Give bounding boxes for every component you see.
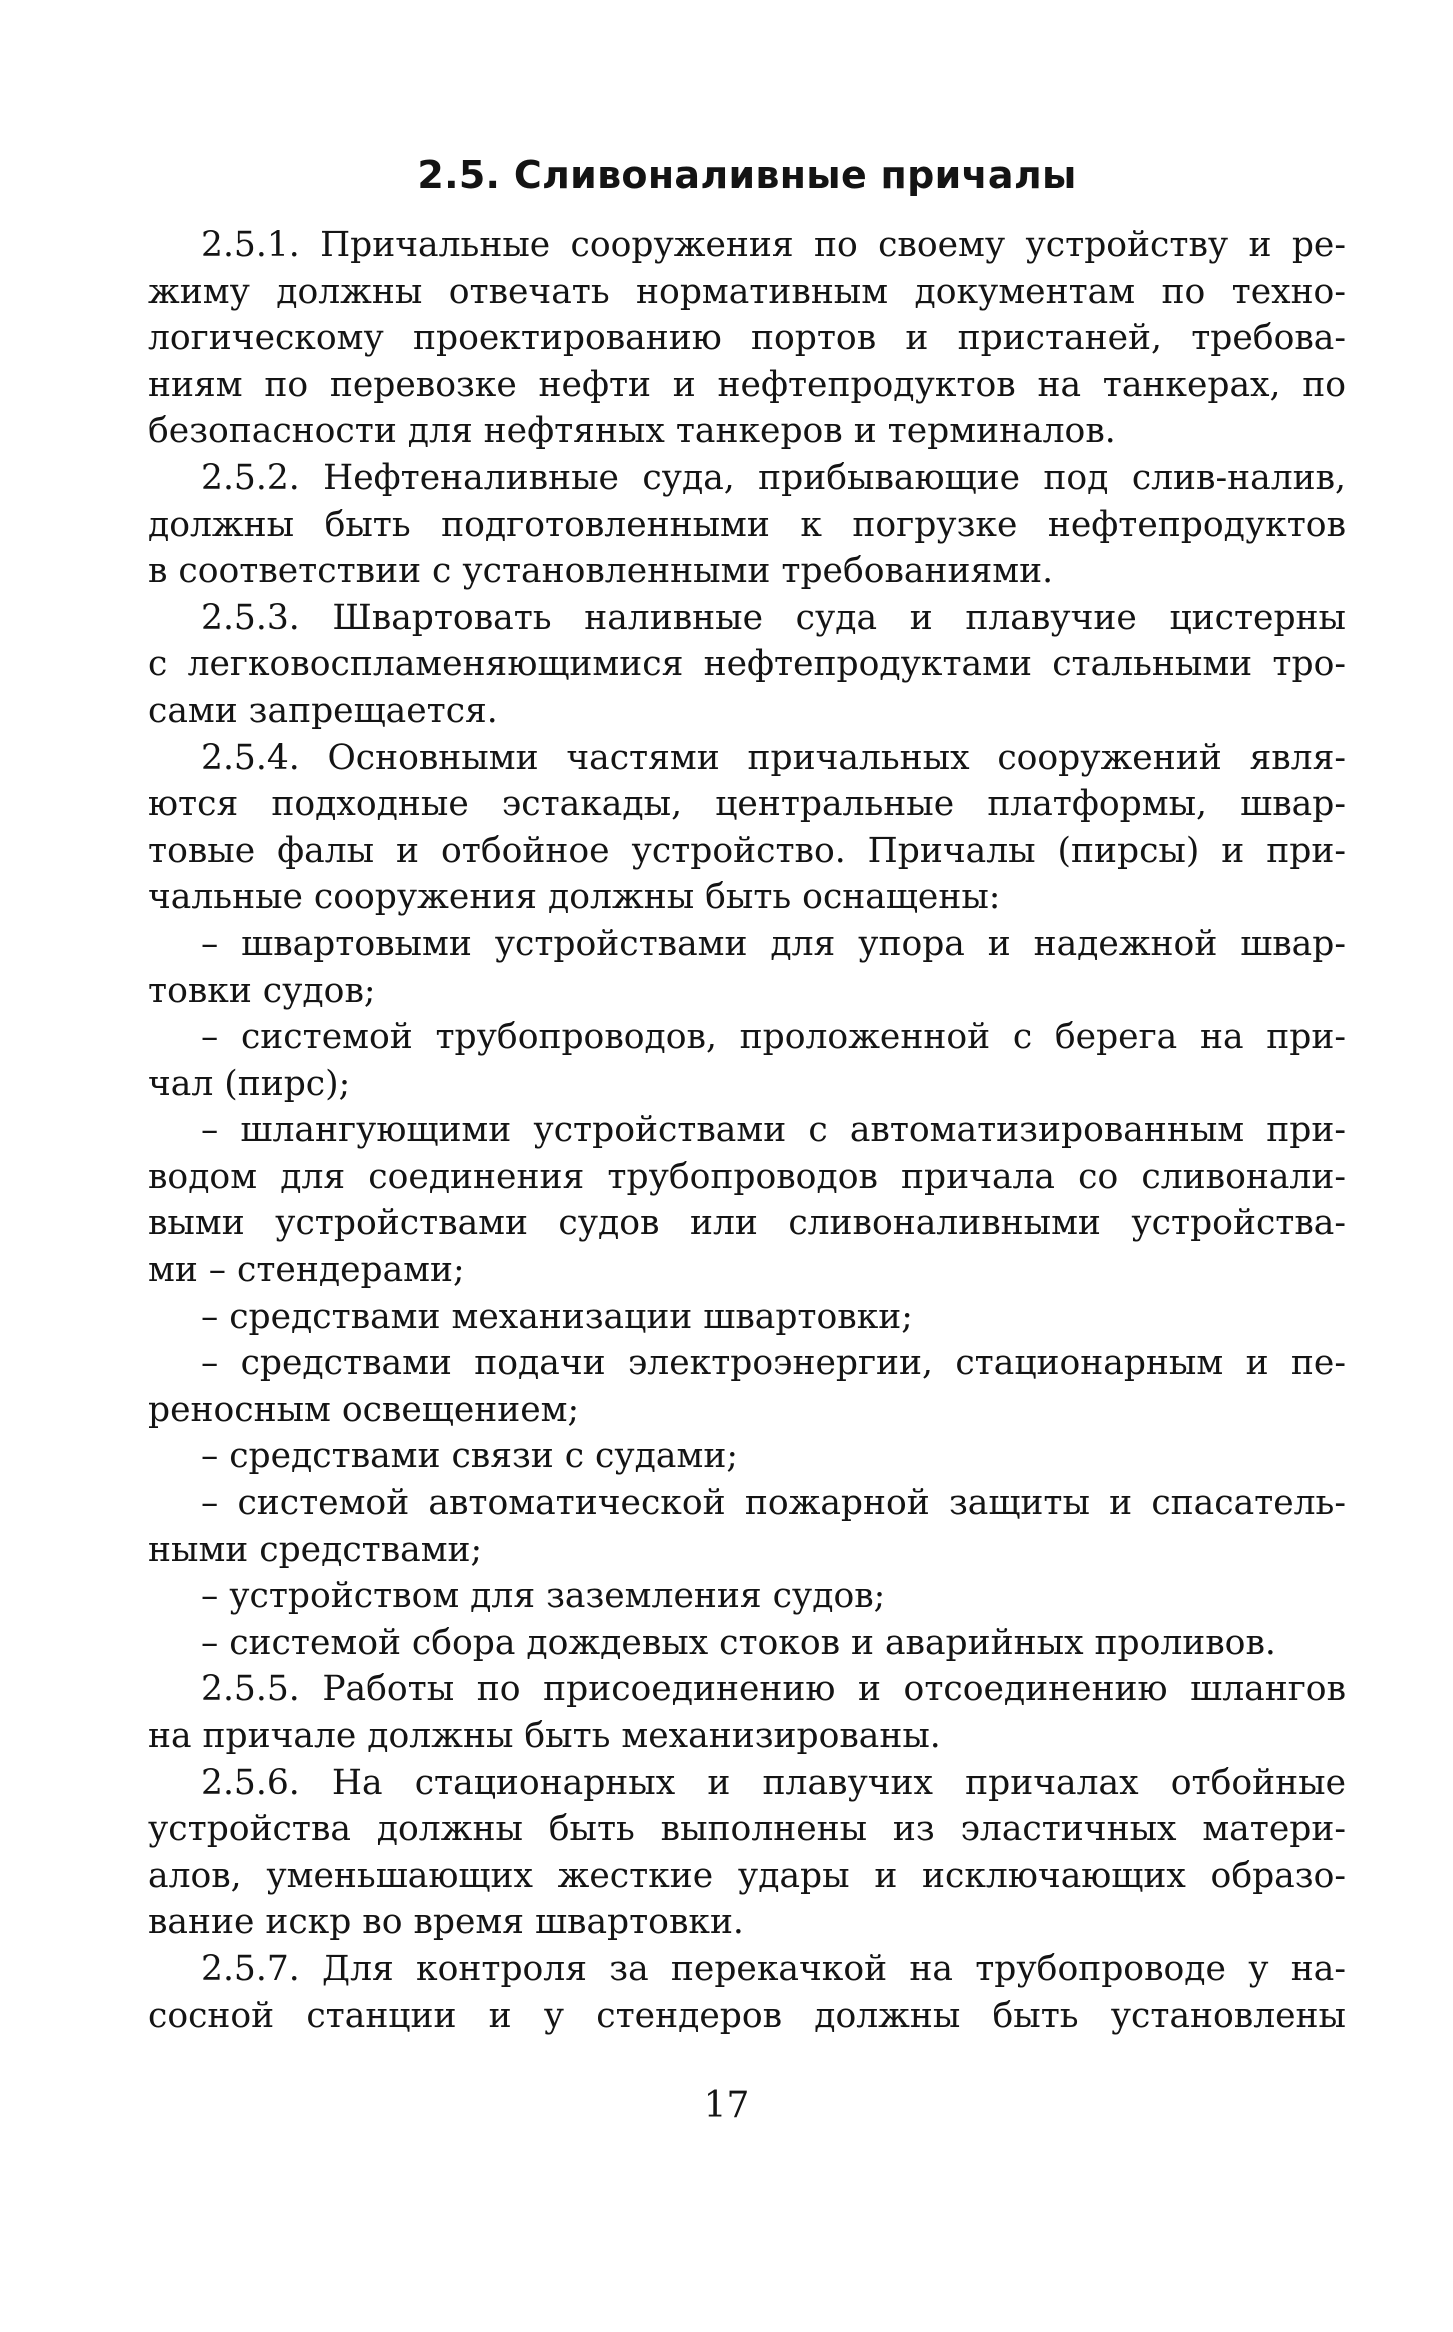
text-line: ются подходные эстакады, центральные платформы, швар- xyxy=(148,784,1346,825)
text-line: – системой сбора дождевых стоков и аварийных проливов. xyxy=(201,1622,1276,1663)
text-line: жиму должны отвечать нормативным документам по техно- xyxy=(148,271,1346,312)
text-line: логическому проектированию портов и пристаней, требова- xyxy=(148,318,1346,359)
text-line: чал (пирс); xyxy=(148,1063,351,1104)
text-line: – швартовыми устройствами для упора и надежной швар- xyxy=(201,923,1346,964)
text-line: 2.5.1. Причальные сооружения по своему устройству и ре- xyxy=(201,225,1346,265)
text-line: товки судов; xyxy=(148,970,376,1011)
text-line: товые фалы и отбойное устройство. Причалы (пирсы) и при- xyxy=(148,830,1346,871)
paragraph xyxy=(148,1666,1346,1759)
text-line: выми устройствами судов или сливоналивными устройства- xyxy=(148,1203,1346,1244)
paragraph xyxy=(148,1107,1346,1293)
paragraph xyxy=(148,455,1346,595)
text-line: 2.5.2. Нефтеналивные суда, прибывающие под слив-налив, xyxy=(201,457,1346,498)
text-line: – средствами связи с судами; xyxy=(201,1436,738,1477)
paragraph xyxy=(148,735,1346,921)
paragraph xyxy=(148,1340,1346,1433)
paragraph xyxy=(148,921,1346,1014)
paragraph xyxy=(148,1620,1346,1667)
paragraph xyxy=(148,1014,1346,1107)
text-line: безопасности для нефтяных танкеров и терминалов. xyxy=(148,411,1116,452)
text-line: должны быть подготовленными к погрузке нефтепродуктов xyxy=(148,504,1346,545)
text-line: – системой трубопроводов, проложенной с берега на при- xyxy=(201,1017,1346,1058)
paragraph xyxy=(148,1433,1346,1480)
text-line: на причале должны быть механизированы. xyxy=(148,1716,941,1756)
text-line: – системой автоматической пожарной защиты и спасатель- xyxy=(201,1483,1346,1524)
text-line: сами запрещается. xyxy=(148,690,498,731)
paragraph xyxy=(148,1946,1346,2039)
paragraph xyxy=(148,222,1346,455)
page-content xyxy=(148,150,1346,2039)
body-text xyxy=(148,222,1346,2039)
section-heading: 2.5. Сливоналивные причалы xyxy=(417,153,1077,197)
text-line: в соответствии с установленными требованиями. xyxy=(148,551,1054,592)
paragraph xyxy=(148,595,1346,735)
text-line: реносным освещением; xyxy=(148,1389,580,1430)
page-number: 17 xyxy=(703,2085,750,2126)
text-line: вание искр во время швартовки. xyxy=(148,1902,744,1943)
text-line: 2.5.4. Основными частями причальных сооружений явля- xyxy=(201,737,1346,778)
paragraph xyxy=(148,1480,1346,1573)
text-line: алов, уменьшающих жесткие удары и исключающих образо- xyxy=(148,1855,1346,1896)
text-line: 2.5.6. На стационарных и плавучих причалах отбойные xyxy=(201,1762,1346,1803)
text-line: ными средствами; xyxy=(148,1529,483,1570)
text-line: с легковоспламеняющимися нефтепродуктами стальными тро- xyxy=(148,644,1346,685)
text-line: – средствами механизации швартовки; xyxy=(201,1296,913,1337)
text-line: устройства должны быть выполнены из эластичных матери- xyxy=(148,1809,1346,1850)
paragraph xyxy=(148,1294,1346,1341)
text-line: 2.5.3. Швартовать наливные суда и плавучие цистерны xyxy=(201,597,1346,638)
paragraph xyxy=(148,1573,1346,1620)
text-line: водом для соединения трубопроводов причала со сливонали- xyxy=(148,1156,1346,1197)
text-line: – средствами подачи электроэнергии, стационарным и пе- xyxy=(201,1343,1346,1384)
text-line: 2.5.7. Для контроля за перекачкой на трубопроводе у на- xyxy=(201,1948,1346,1989)
text-line: чальные сооружения должны быть оснащены: xyxy=(148,877,1001,918)
text-line: – шлангующими устройствами с автоматизированным при- xyxy=(201,1110,1346,1151)
text-line: сосной станции и у стендеров должны быть установлены xyxy=(148,1995,1346,2036)
text-line: – устройством для заземления судов; xyxy=(201,1576,886,1617)
paragraph xyxy=(148,1760,1346,1946)
text-line: ми – стендерами; xyxy=(148,1250,465,1291)
text-line: ниям по перевозке нефти и нефтепродуктов на танкерах, по xyxy=(148,364,1346,405)
text-line: 2.5.5. Работы по присоединению и отсоединению шлангов xyxy=(201,1669,1346,1710)
